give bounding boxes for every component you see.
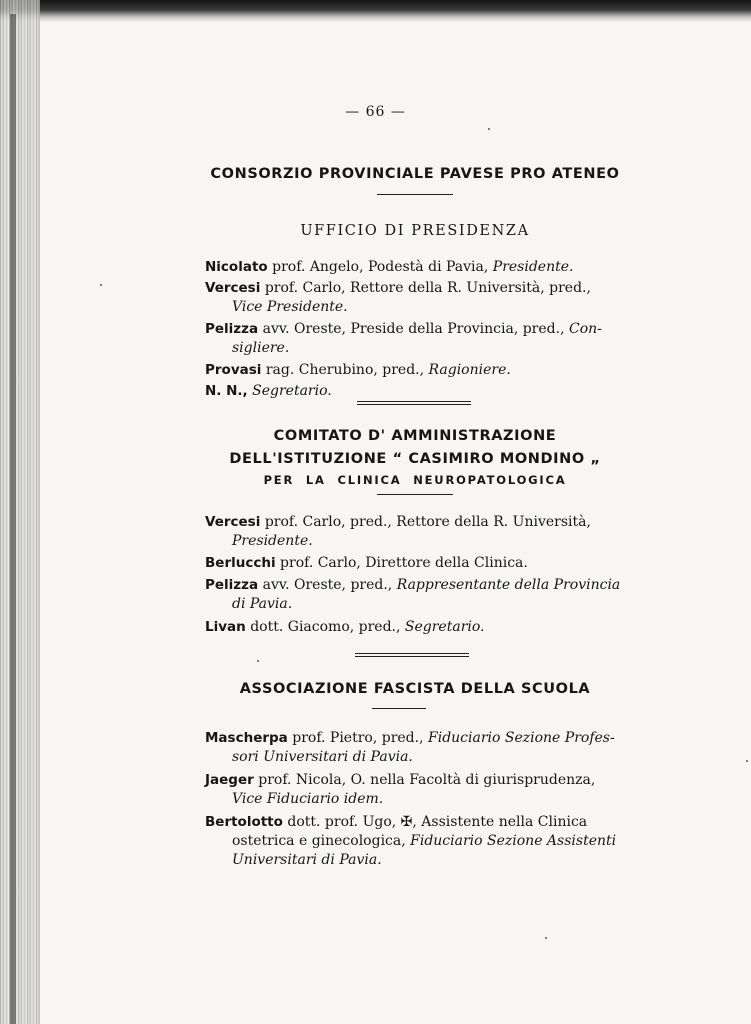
entry-text: prof. Pietro, pred.,: [292, 730, 424, 746]
entry-name: N. N.,: [205, 383, 248, 399]
divider-rule: [355, 653, 469, 654]
divider-rule: [357, 401, 471, 402]
section-title-associazione: ASSOCIAZIONE FASCISTA DELLA SCUOLA: [239, 681, 591, 697]
page-number: — 66 —: [345, 104, 406, 120]
entry-role-cont: sigliere.: [232, 340, 290, 356]
section-title-istituzione: DELL'ISTITUZIONE “ CASIMIRO MONDINO „: [229, 451, 601, 467]
entry-role-cont: sori Universitari di Pavia.: [232, 749, 413, 765]
list-item: [205, 618, 625, 637]
list-item: [205, 361, 625, 380]
section-title-comitato: COMITATO D' AMMINISTRAZIONE: [273, 428, 557, 444]
entry-text: rag. Cherubino, pred.,: [265, 362, 425, 378]
entry-role-cont: di Pavia.: [232, 596, 293, 612]
entry-text: prof. Carlo, Rettore della R. Università, pred.,: [264, 280, 591, 296]
entry-role-cont: Universitari di Pavia.: [232, 852, 382, 868]
list-item: [205, 382, 625, 401]
entry-name: Vercesi: [205, 280, 261, 296]
section-title-consorzio: CONSORZIO PROVINCIALE PAVESE PRO ATENEO: [210, 166, 620, 182]
book-binding-edge: [0, 0, 40, 1024]
list-item: [205, 576, 625, 614]
entry-name: Nicolato: [205, 259, 268, 275]
entry-name: Livan: [205, 619, 246, 635]
entry-name: Pelizza: [205, 321, 259, 337]
list-item: [205, 813, 625, 870]
entry-name: Vercesi: [205, 514, 261, 530]
paper-speck: [746, 760, 748, 762]
binding-shadow: [10, 14, 16, 1024]
entry-text: avv. Oreste, pred.,: [262, 577, 393, 593]
divider-rule: [372, 708, 426, 709]
entry-text: prof. Nicola, O. nella Facoltà di giurisprudenza,: [258, 772, 596, 788]
entry-name: Bertolotto: [205, 814, 283, 830]
entry-text: avv. Oreste, Preside della Provincia, pred.,: [262, 321, 565, 337]
entry-role: Con-: [568, 321, 602, 337]
entry-text-cont: [205, 832, 625, 851]
entry-role: Presidente.: [492, 259, 574, 275]
entry-role: Segretario.: [404, 619, 485, 635]
section-subtitle-clinica: PER LA CLINICA NEUROPATOLOGICA: [263, 473, 567, 487]
entry-name: Provasi: [205, 362, 262, 378]
paper-speck: [100, 284, 102, 286]
list-item: [205, 513, 625, 551]
paper-speck: [488, 128, 490, 130]
page-top-edge: [0, 0, 751, 22]
entry-name: Berlucchi: [205, 555, 276, 571]
entry-role: Rappresentante della Provincia: [396, 577, 621, 593]
entry-role: Presidente.: [232, 533, 313, 549]
list-item: [205, 279, 625, 317]
entry-role: Segretario.: [252, 383, 332, 399]
entry-name: Mascherpa: [205, 730, 288, 746]
list-item: [205, 729, 625, 767]
list-item: [205, 258, 625, 277]
entry-role: Ragioniere.: [428, 362, 511, 378]
entry-role: Vice Fiduciario idem.: [232, 791, 384, 807]
divider-rule: [377, 194, 453, 195]
entry-text: dott. Giacomo, pred.,: [250, 619, 401, 635]
entry-name: Jaeger: [205, 772, 254, 788]
list-item: [205, 554, 625, 573]
entry-text: prof. Carlo, pred., Rettore della R. Università,: [264, 514, 591, 530]
list-item: [205, 320, 625, 358]
entry-text-line2: ostetrica e ginecologica,: [232, 833, 406, 849]
subtitle-ufficio-presidenza: UFFICIO DI PRESIDENZA: [300, 223, 530, 239]
list-item: [205, 771, 625, 809]
entry-name: Pelizza: [205, 577, 259, 593]
entry-text: dott. prof. Ugo, ✠, Assistente nella Clinica: [287, 814, 588, 830]
entry-text: prof. Carlo, Direttore della Clinica.: [280, 555, 528, 571]
paper-speck: [545, 937, 547, 939]
paper-speck: [257, 660, 259, 662]
entry-role: Fiduciario Sezione Profes-: [428, 730, 615, 746]
entry-role: Fiduciario Sezione Assistenti: [410, 833, 617, 849]
entry-role: Vice Presidente.: [232, 299, 348, 315]
divider-rule: [377, 494, 453, 495]
entry-text: prof. Angelo, Podestà di Pavia,: [272, 259, 489, 275]
